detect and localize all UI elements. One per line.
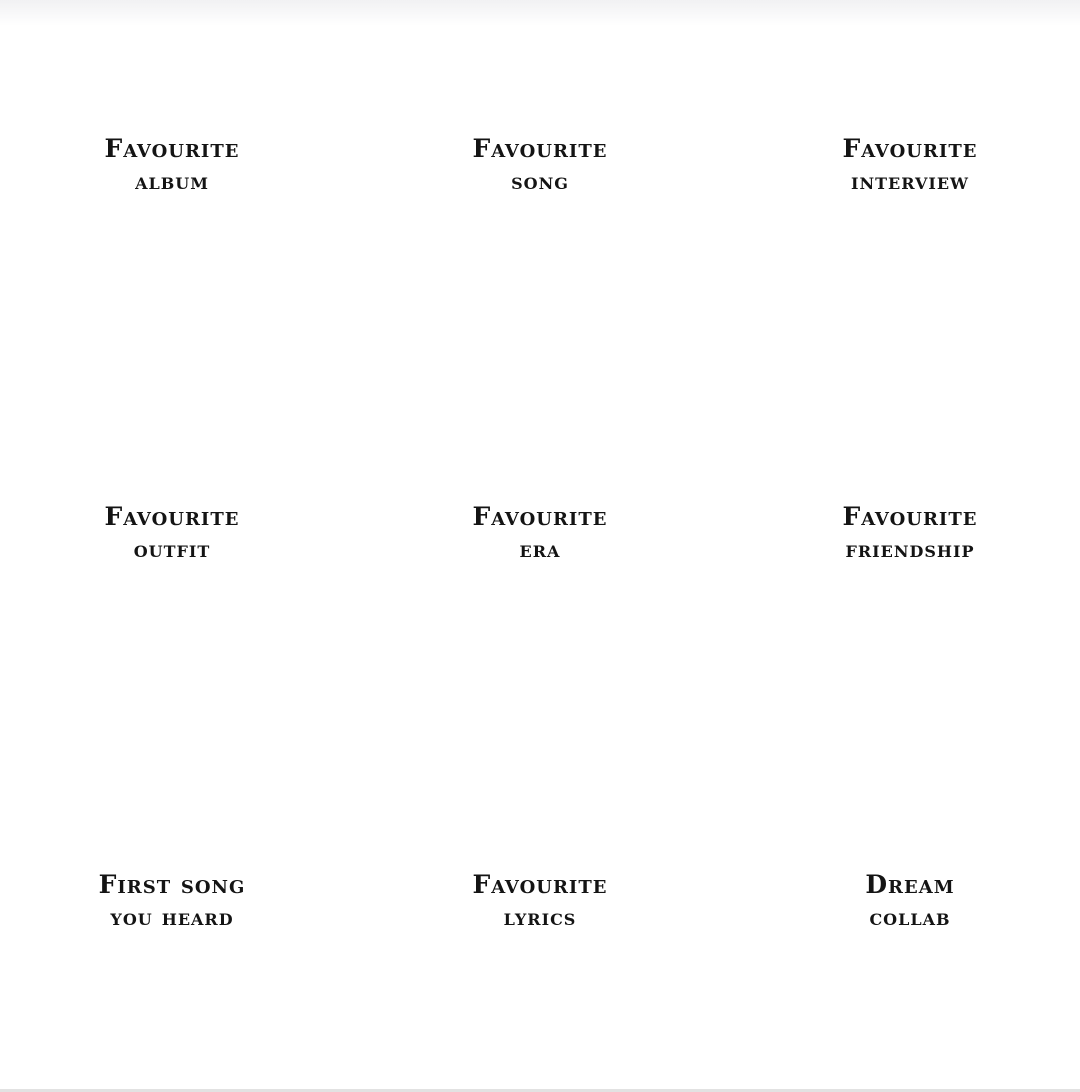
prompt-favourite-lyrics [410, 870, 670, 932]
prompt-title: Favourite [104, 134, 240, 163]
prompt-subtitle: interview [851, 168, 969, 195]
prompt-title: First song [98, 870, 246, 899]
prompt-title: Favourite [472, 134, 608, 163]
prompt-title: Favourite [842, 134, 978, 163]
prompt-subtitle: collab [869, 904, 951, 931]
prompt-favourite-outfit [42, 502, 302, 564]
prompt-title: Favourite [472, 502, 608, 531]
prompt-favourite-era [410, 502, 670, 564]
prompt-title: Favourite [104, 502, 240, 531]
prompt-title: Dream [865, 870, 955, 899]
prompt-favourite-interview [780, 134, 1040, 196]
prompt-title: Favourite [842, 502, 978, 531]
prompt-dream-collab [780, 870, 1040, 932]
prompt-subtitle: era [519, 536, 561, 563]
top-shade [0, 0, 1080, 26]
prompt-subtitle: album [135, 168, 209, 195]
prompt-subtitle: song [511, 168, 569, 195]
prompt-favourite-song [410, 134, 670, 196]
prompt-subtitle: you heard [110, 904, 234, 931]
prompt-favourite-friendship [780, 502, 1040, 564]
prompt-subtitle: friendship [845, 536, 975, 563]
prompt-first-song-you-heard [42, 870, 302, 932]
prompt-subtitle: outfit [133, 536, 211, 563]
prompt-subtitle: lyrics [503, 904, 577, 931]
prompt-title: Favourite [472, 870, 608, 899]
prompt-favourite-album [42, 134, 302, 196]
